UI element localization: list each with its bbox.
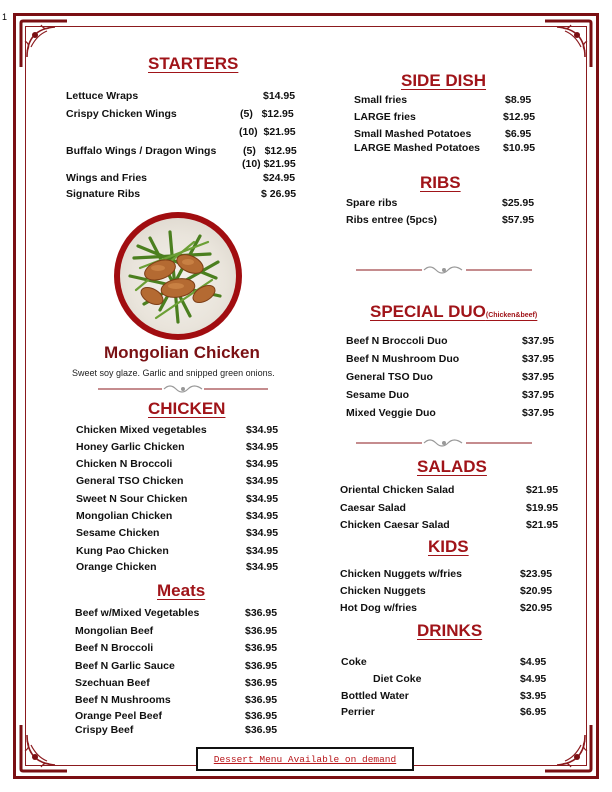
menu-item-price: (5) $12.95 <box>243 145 297 157</box>
menu-item-price: $21.95 <box>526 519 559 531</box>
featured-dish-title: Mongolian Chicken <box>104 343 260 362</box>
menu-item-name: Chicken Caesar Salad <box>340 519 450 531</box>
corner-ornament-icon <box>17 17 73 73</box>
menu-item-price: $8.95 <box>505 94 532 106</box>
menu-item-price: $12.95 <box>503 111 536 123</box>
menu-item-name: Oriental Chicken Salad <box>340 484 455 496</box>
menu-item-price: (5) $12.95 <box>240 108 294 120</box>
menu-item-name: Caesar Salad <box>340 502 406 514</box>
menu-item-price: $36.95 <box>245 642 278 654</box>
menu-item-price: $10.95 <box>503 142 536 154</box>
menu-item-name: Mongolian Beef <box>75 625 154 637</box>
menu-item-price: $ 26.95 <box>261 188 297 200</box>
special-duo-heading <box>370 302 537 322</box>
menu-item-name: Honey Garlic Chicken <box>76 441 185 453</box>
salads-heading: SALADS <box>417 457 487 476</box>
corner-ornament-icon <box>539 719 595 775</box>
menu-item-price: $34.95 <box>246 545 279 557</box>
dish-photo <box>114 212 242 340</box>
featured-dish-description: Sweet soy glaze. Garlic and snipped green onions. <box>72 368 275 378</box>
menu-item-price: $20.95 <box>520 602 553 614</box>
menu-item-name: Spare ribs <box>346 197 398 209</box>
menu-item-price: $14.95 <box>263 90 296 102</box>
menu-item-name: Diet Coke <box>373 673 422 685</box>
mongolian-chicken-image <box>120 218 236 334</box>
divider-ornament-icon <box>356 436 532 450</box>
menu-item-name: Chicken Nuggets <box>340 585 426 597</box>
menu-item-name: Buffalo Wings / Dragon Wings <box>66 145 217 157</box>
menu-item-name: Mixed Veggie Duo <box>346 407 436 419</box>
menu-item-name: Beef N Garlic Sauce <box>75 660 175 672</box>
menu-item-price: $34.95 <box>246 510 279 522</box>
menu-item-price: $37.95 <box>522 407 555 419</box>
menu-item-price: $37.95 <box>522 371 555 383</box>
menu-item-name: Orange Peel Beef <box>75 710 162 722</box>
menu-item-name: Beef w/Mixed Vegetables <box>75 607 200 619</box>
menu-item-name: Crispy Beef <box>75 724 134 736</box>
meats-heading: Meats <box>157 581 206 600</box>
divider-ornament-icon <box>356 263 532 277</box>
menu-item-price: $24.95 <box>263 172 296 184</box>
menu-item-price: $34.95 <box>246 441 279 453</box>
menu-item-price: (10) $21.95 <box>239 126 296 138</box>
menu-item-price: $34.95 <box>246 527 279 539</box>
menu-item-name: Beef N Broccoli <box>75 642 154 654</box>
menu-item-price: $34.95 <box>246 493 279 505</box>
menu-item-name: Kung Pao Chicken <box>76 545 169 557</box>
chicken-heading: CHICKEN <box>148 399 226 418</box>
menu-item-name: Mongolian Chicken <box>76 510 173 522</box>
menu-item-name: LARGE fries <box>354 111 416 123</box>
menu-item-price: $6.95 <box>505 128 532 140</box>
corner-ornament-icon <box>539 17 595 73</box>
kids-heading: KIDS <box>428 537 469 556</box>
menu-item-name: Coke <box>341 656 367 668</box>
menu-item-price: $3.95 <box>520 690 547 702</box>
menu-item-name: Chicken Nuggets w/fries <box>340 568 462 580</box>
dessert-notice-box <box>196 747 414 771</box>
menu-item-name: Orange Chicken <box>76 561 157 573</box>
menu-item-price: $20.95 <box>520 585 553 597</box>
menu-item-name: Crispy Chicken Wings <box>66 108 177 120</box>
menu-item-price: $37.95 <box>522 335 555 347</box>
menu-item-name: Sweet N Sour Chicken <box>76 493 188 505</box>
menu-item-name: Hot Dog w/fries <box>340 602 418 614</box>
menu-item-name: Chicken Mixed vegetables <box>76 424 207 436</box>
ribs-heading: RIBS <box>420 173 461 192</box>
menu-item-price: $36.95 <box>245 625 278 637</box>
menu-item-price: $4.95 <box>520 673 547 685</box>
menu-item-price: $36.95 <box>245 677 278 689</box>
drinks-heading: DRINKS <box>417 621 483 640</box>
menu-item-price: $19.95 <box>526 502 559 514</box>
menu-item-name: Beef N Broccoli Duo <box>346 335 448 347</box>
corner-ornament-icon <box>17 719 73 775</box>
menu-item-name: General TSO Chicken <box>76 475 184 487</box>
menu-item-name: Bottled Water <box>341 690 409 702</box>
menu-item-name: Small fries <box>354 94 408 106</box>
page-border-inner <box>25 26 587 766</box>
menu-item-name: Beef N Mushroom Duo <box>346 353 460 365</box>
menu-item-price: $4.95 <box>520 656 547 668</box>
menu-item-price: $23.95 <box>520 568 553 580</box>
menu-item-price: $37.95 <box>522 389 555 401</box>
menu-item-price: $36.95 <box>245 607 278 619</box>
menu-item-price: $36.95 <box>245 660 278 672</box>
menu-item-name: Szechuan Beef <box>75 677 150 689</box>
page-number: 1 <box>2 12 8 22</box>
menu-item-price: $37.95 <box>522 353 555 365</box>
menu-item-price: $36.95 <box>245 710 278 722</box>
menu-item-name: Wings and Fries <box>66 172 148 184</box>
menu-item-name: Lettuce Wraps <box>66 90 139 102</box>
menu-item-price: $34.95 <box>246 424 279 436</box>
menu-item-price: $34.95 <box>246 458 279 470</box>
menu-item-name: LARGE Mashed Potatoes <box>354 142 481 154</box>
starters-heading: STARTERS <box>148 54 239 73</box>
menu-item-price: $25.95 <box>502 197 535 209</box>
menu-item-price: (10) $21.95 <box>242 158 296 170</box>
menu-item-name: Beef N Mushrooms <box>75 694 171 706</box>
divider-ornament-icon <box>98 382 268 396</box>
menu-item-name: Chicken N Broccoli <box>76 458 173 470</box>
menu-item-price: $34.95 <box>246 561 279 573</box>
menu-item-name: Sesame Chicken <box>76 527 160 539</box>
special-duo-note: (Chicken&beef) <box>485 312 538 319</box>
menu-item-name: Ribs entree (5pcs) <box>346 214 438 226</box>
menu-item-price: $6.95 <box>520 706 547 718</box>
special-duo-title: SPECIAL DUO <box>370 302 486 321</box>
dessert-notice-text: Dessert Menu Available on demand <box>213 753 397 765</box>
menu-item-name: General TSO Duo <box>346 371 433 383</box>
menu-item-name: Small Mashed Potatoes <box>354 128 472 140</box>
menu-item-price: $21.95 <box>526 484 559 496</box>
menu-item-name: Signature Ribs <box>66 188 141 200</box>
menu-item-name: Sesame Duo <box>346 389 410 401</box>
side-dish-heading: SIDE DISH <box>401 71 487 90</box>
menu-item-price: $36.95 <box>245 724 278 736</box>
menu-item-name: Perrier <box>341 706 375 718</box>
menu-item-price: $57.95 <box>502 214 535 226</box>
menu-item-price: $34.95 <box>246 475 279 487</box>
menu-item-price: $36.95 <box>245 694 278 706</box>
